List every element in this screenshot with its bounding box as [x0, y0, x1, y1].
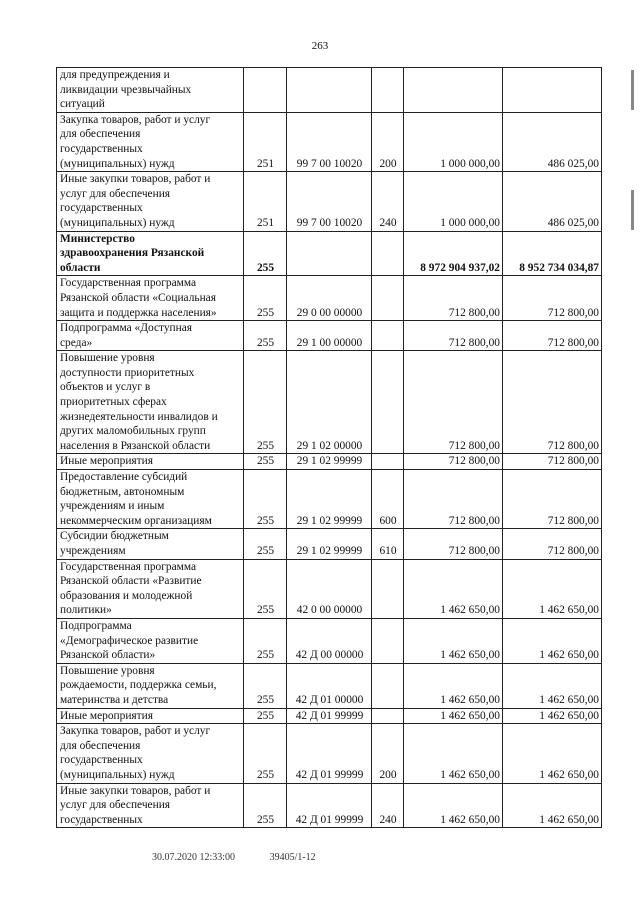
executed-amount-cell: 712 800,00 — [503, 321, 602, 351]
row-name-line: материнства и детства — [60, 693, 169, 706]
table-row — [57, 276, 602, 321]
target-article-cell: 99 7 00 10020 — [287, 112, 372, 171]
row-name-line: здравоохранения Рязанской — [60, 247, 205, 260]
row-name-line: для предупреждения и — [60, 69, 170, 81]
ministry-code-cell: 255 — [244, 783, 287, 828]
expense-type-cell — [372, 276, 404, 321]
table-row — [57, 529, 602, 559]
row-name-cell — [57, 351, 244, 454]
ministry-code-cell: 255 — [244, 663, 287, 708]
executed-amount-cell: 712 800,00 — [503, 351, 602, 454]
table-row — [57, 68, 602, 113]
row-name-line: доступности приоритетных — [60, 366, 195, 379]
target-article-cell: 42 Д 01 00000 — [287, 663, 372, 708]
row-name-line: государственных — [60, 142, 143, 155]
expense-type-cell: 600 — [372, 470, 404, 529]
planned-amount-cell: 1 462 650,00 — [404, 783, 503, 828]
planned-amount-cell: 8 972 904 937,02 — [404, 231, 503, 276]
expense-type-cell: 200 — [372, 724, 404, 783]
row-name-line: образования и молодежной — [60, 589, 193, 602]
executed-amount-cell: 712 800,00 — [503, 454, 602, 470]
planned-amount-cell: 1 000 000,00 — [404, 172, 503, 231]
target-article-cell — [287, 68, 372, 113]
row-name-cell — [57, 470, 244, 529]
ministry-code-cell: 255 — [244, 559, 287, 618]
expense-type-cell: 240 — [372, 172, 404, 231]
expense-type-cell — [372, 351, 404, 454]
executed-amount-cell: 1 462 650,00 — [503, 708, 602, 724]
row-name-cell — [57, 708, 244, 724]
table-row — [57, 454, 602, 470]
row-name-line: услуг для обеспечения — [60, 799, 171, 812]
row-name-line: Министерство — [60, 232, 135, 245]
expense-type-cell — [372, 708, 404, 724]
row-name-cell — [57, 663, 244, 708]
row-name-line: среда» — [60, 336, 93, 349]
row-name-line: ликвидации чрезвычайных — [60, 83, 192, 96]
row-name-line: ситуаций — [60, 98, 105, 111]
planned-amount-cell: 1 000 000,00 — [404, 112, 503, 171]
row-name-line: для обеспечения — [60, 128, 141, 141]
expense-type-cell — [372, 231, 404, 276]
row-name-line: услуг для обеспечения — [60, 187, 171, 200]
row-name-cell — [57, 454, 244, 470]
row-name-line: государственных — [60, 813, 143, 826]
row-name-cell — [57, 172, 244, 231]
table-row — [57, 783, 602, 828]
row-name-line: Иные закупки товаров, работ и — [60, 173, 211, 186]
target-article-cell: 29 1 02 99999 — [287, 529, 372, 559]
planned-amount-cell: 1 462 650,00 — [404, 708, 503, 724]
ministry-code-cell: 255 — [244, 724, 287, 783]
executed-amount-cell: 1 462 650,00 — [503, 724, 602, 783]
row-name-line: Закупка товаров, работ и услуг — [60, 725, 211, 738]
expense-type-cell — [372, 559, 404, 618]
row-name-cell — [57, 321, 244, 351]
row-name-line: для обеспечения — [60, 739, 141, 752]
planned-amount-cell: 712 800,00 — [404, 351, 503, 454]
ministry-code-cell: 255 — [244, 351, 287, 454]
row-name-line: жизнедеятельности инвалидов и — [60, 410, 218, 423]
ministry-code-cell — [244, 68, 287, 113]
row-name-cell — [57, 559, 244, 618]
row-name-line: Предоставление субсидий — [60, 471, 188, 484]
row-name-line: Подпрограмма «Доступная — [60, 322, 193, 335]
table-row — [57, 470, 602, 529]
row-name-line: «Демографическое развитие — [60, 634, 199, 647]
row-name-cell — [57, 618, 244, 663]
row-name-line: Рязанской области» — [60, 649, 156, 662]
row-name-line: (муниципальных) нужд — [60, 216, 175, 229]
scan-edge-mark — [631, 70, 634, 110]
table-row — [57, 618, 602, 663]
target-article-cell: 29 1 02 99999 — [287, 470, 372, 529]
row-name-cell — [57, 231, 244, 276]
row-name-cell — [57, 276, 244, 321]
table-row — [57, 231, 602, 276]
target-article-cell: 42 Д 01 99999 — [287, 783, 372, 828]
expense-type-cell — [372, 321, 404, 351]
footer-timestamp: 30.07.2020 12:33:00 — [152, 852, 236, 863]
planned-amount-cell — [404, 68, 503, 113]
ministry-code-cell: 255 — [244, 708, 287, 724]
page-number: 263 — [311, 40, 329, 52]
row-name-line: защита и поддержка населения» — [60, 306, 217, 319]
row-name-cell — [57, 783, 244, 828]
ministry-code-cell: 255 — [244, 231, 287, 276]
row-name-line: политики» — [60, 604, 112, 617]
target-article-cell: 29 1 00 00000 — [287, 321, 372, 351]
planned-amount-cell: 1 462 650,00 — [404, 559, 503, 618]
executed-amount-cell: 712 800,00 — [503, 276, 602, 321]
row-name-line: других маломобильных групп — [60, 425, 206, 438]
ministry-code-cell: 255 — [244, 529, 287, 559]
budget-table — [56, 67, 602, 828]
target-article-cell: 42 Д 01 99999 — [287, 724, 372, 783]
row-name-line: Повышение уровня — [60, 664, 155, 677]
target-article-cell — [287, 231, 372, 276]
row-name-line: Государственная программа — [60, 277, 197, 290]
row-name-cell — [57, 112, 244, 171]
planned-amount-cell: 712 800,00 — [404, 529, 503, 559]
target-article-cell: 42 Д 00 00000 — [287, 618, 372, 663]
row-name-line: (муниципальных) нужд — [60, 157, 175, 170]
row-name-line: (муниципальных) нужд — [60, 768, 175, 781]
row-name-cell — [57, 68, 244, 113]
planned-amount-cell: 712 800,00 — [404, 454, 503, 470]
expense-type-cell — [372, 68, 404, 113]
target-article-cell: 42 Д 01 99999 — [287, 708, 372, 724]
target-article-cell: 29 0 00 00000 — [287, 276, 372, 321]
executed-amount-cell: 486 025,00 — [503, 172, 602, 231]
expense-type-cell — [372, 618, 404, 663]
ministry-code-cell: 251 — [244, 112, 287, 171]
row-name-line: приоритетных сферах — [60, 396, 167, 409]
expense-type-cell: 240 — [372, 783, 404, 828]
row-name-line: Иные мероприятия — [60, 455, 153, 468]
target-article-cell: 99 7 00 10020 — [287, 172, 372, 231]
table-row — [57, 708, 602, 724]
ministry-code-cell: 251 — [244, 172, 287, 231]
footer-doc-number: 39405/1-12 — [269, 852, 316, 863]
ministry-code-cell: 255 — [244, 470, 287, 529]
row-name-line: некоммерческим организациям — [60, 514, 212, 527]
row-name-line: Повышение уровня — [60, 352, 155, 365]
row-name-line: учреждениям — [60, 545, 126, 557]
ministry-code-cell: 255 — [244, 276, 287, 321]
row-name-line: государственных — [60, 202, 143, 215]
executed-amount-cell: 8 952 734 034,87 — [503, 231, 602, 276]
row-name-cell — [57, 724, 244, 783]
planned-amount-cell: 1 462 650,00 — [404, 663, 503, 708]
row-name-line: Рязанской области «Развитие — [60, 575, 202, 588]
row-name-line: объектов и услуг в — [60, 381, 151, 394]
expense-type-cell — [372, 663, 404, 708]
expense-type-cell — [372, 454, 404, 470]
row-name-line: Иные закупки товаров, работ и — [60, 784, 211, 797]
row-name-line: учреждениям и иным — [60, 500, 165, 513]
row-name-line: Государственная программа — [60, 560, 197, 573]
row-name-line: Подпрограмма — [60, 619, 132, 632]
row-name-line: рождаемости, поддержка семьи, — [60, 679, 217, 692]
row-name-line: населения в Рязанской области — [60, 439, 211, 452]
scan-edge-mark — [631, 190, 634, 230]
ministry-code-cell: 255 — [244, 618, 287, 663]
ministry-code-cell: 255 — [244, 321, 287, 351]
ministry-code-cell: 255 — [244, 454, 287, 470]
expense-type-cell: 200 — [372, 112, 404, 171]
executed-amount-cell — [503, 68, 602, 113]
row-name-cell — [57, 529, 244, 559]
row-name-line: Рязанской области «Социальная — [60, 291, 216, 304]
table-row — [57, 351, 602, 454]
row-name-line: Иные мероприятия — [60, 709, 153, 722]
table-row — [57, 172, 602, 231]
planned-amount-cell: 1 462 650,00 — [404, 618, 503, 663]
row-name-line: Субсидии бюджетным — [60, 530, 169, 543]
planned-amount-cell: 712 800,00 — [404, 321, 503, 351]
table-row — [57, 112, 602, 171]
executed-amount-cell: 1 462 650,00 — [503, 663, 602, 708]
executed-amount-cell: 486 025,00 — [503, 112, 602, 171]
row-name-line: Закупка товаров, работ и услуг — [60, 113, 211, 126]
table-row — [57, 321, 602, 351]
executed-amount-cell: 1 462 650,00 — [503, 783, 602, 828]
executed-amount-cell: 1 462 650,00 — [503, 618, 602, 663]
planned-amount-cell: 712 800,00 — [404, 470, 503, 529]
expense-type-cell: 610 — [372, 529, 404, 559]
footer — [152, 852, 316, 863]
table-row — [57, 663, 602, 708]
target-article-cell: 42 0 00 00000 — [287, 559, 372, 618]
row-name-line: бюджетным, автономным — [60, 485, 185, 498]
executed-amount-cell: 1 462 650,00 — [503, 559, 602, 618]
table-row — [57, 559, 602, 618]
planned-amount-cell: 1 462 650,00 — [404, 724, 503, 783]
target-article-cell: 29 1 02 99999 — [287, 454, 372, 470]
executed-amount-cell: 712 800,00 — [503, 470, 602, 529]
row-name-line: государственных — [60, 754, 143, 767]
planned-amount-cell: 712 800,00 — [404, 276, 503, 321]
table-row — [57, 724, 602, 783]
row-name-line: области — [60, 261, 101, 274]
target-article-cell: 29 1 02 00000 — [287, 351, 372, 454]
executed-amount-cell: 712 800,00 — [503, 529, 602, 559]
